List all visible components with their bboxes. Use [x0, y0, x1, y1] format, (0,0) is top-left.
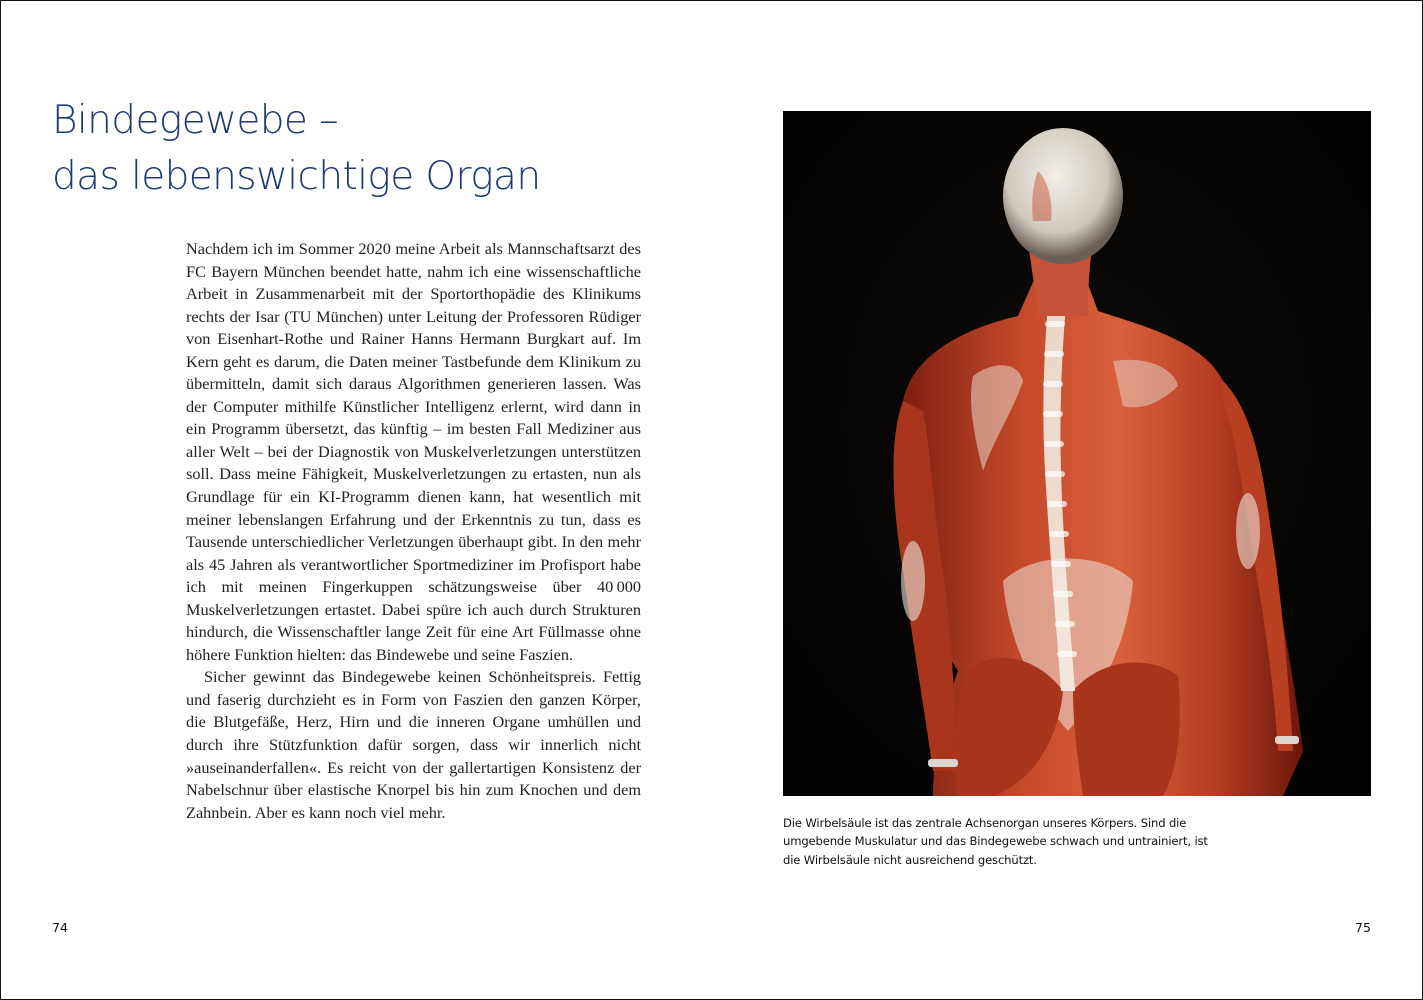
page-number-right: 75	[1355, 920, 1371, 935]
page-number-left: 74	[52, 920, 68, 935]
paragraph-2: Sicher gewinnt das Bindegewebe keinen Schönheitspreis. Fettig und faserig durchzieht es in Form von Faszien den ganzen Körper, die Blutgefäße, Herz, Hirn und die inneren Organe umhüllen und durch ihre Stützfunktion dafür sorgen, dass wir innerlich nicht »auseinanderfallen«. Es reicht von der gallertartigen Konsistenz der Nabelschnur über elastische Knorpel bis hin zum Knochen und dem Zahnbein. Aber es kann noch viel mehr.	[186, 667, 641, 822]
figure-caption: Die Wirbelsäule ist das zentrale Achsenorgan unseres Körpers. Sind die umgebende Muskulatur und das Bindegewebe schwach und untrainiert, ist die Wirbelsäule nicht ausreichend geschützt.	[783, 816, 1208, 867]
chapter-title-line-1: Bindegewebe –	[52, 98, 338, 143]
anatomy-figure	[783, 111, 1371, 796]
back-muscle-illustration	[783, 111, 1371, 796]
chapter-title-line-2: das lebenswichtige Organ	[52, 154, 541, 199]
chapter-title	[52, 93, 540, 205]
paragraph-1: Nachdem ich im Sommer 2020 meine Arbeit als Mannschaftsarzt des FC Bayern München beendet hatte, nahm ich eine wissenschaftliche Arbeit in Zusammenarbeit mit der Sportorthopädie des Klinikums rechts der Isar (TU München) unter Leitung der Professoren Rüdiger von Eisenhart-Rothe und Rainer Hanns Hermann Burgkart auf. Im Kern geht es darum, die Daten meiner Tastbefunde dem Klinikum zu übermitteln, damit sich daraus Algorithmen generieren lassen. Was der Computer mithilfe Künstlicher Intelligenz erlernt, wird dann in ein Programm übersetzt, das künftig – im besten Fall Mediziner aus aller Welt – bei der Diagnostik von Muskelverletzungen unterstützen soll. Dass meine Fähigkeit, Muskelverletzungen zu ertasten, nun als Grundlage für ein KI-Programm dienen kann, hat wesentlich mit meiner lebenslangen Erfahrung und der Erkenntnis zu tun, dass es Tausende unterschiedlicher Verletzungen überhaupt gibt. In den mehr als 45 Jahren als verantwortlicher Sportmediziner im Profisport habe ich mit meinen Fingerkuppen schätzungsweise über 40 000 Muskelverletzungen ertastet. Dabei spüre ich auch durch Strukturen hindurch, die Wissenschaftler lange Zeit für eine Art Füllmasse ohne höhere Funktion hielten: das Bindewebe und seine Faszien.	[186, 239, 641, 664]
body-text	[186, 238, 641, 824]
